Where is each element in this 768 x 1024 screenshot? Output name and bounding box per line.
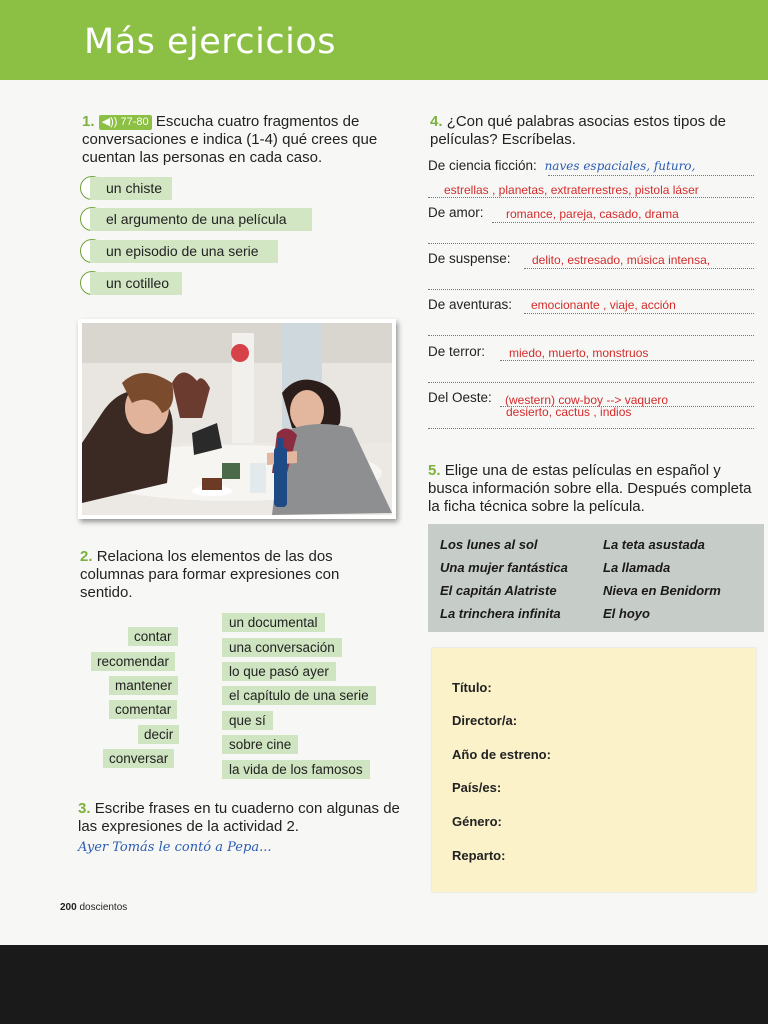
page-footer bbox=[60, 902, 127, 913]
right-column-item[interactable]: que sí bbox=[222, 711, 273, 730]
field-genre[interactable]: Género: bbox=[452, 814, 502, 829]
movie-title: El capitán Alatriste bbox=[440, 583, 557, 598]
answer-line bbox=[524, 313, 754, 314]
field-director[interactable]: Director/a: bbox=[452, 713, 518, 728]
genre-label: De ciencia ficción: bbox=[428, 158, 537, 173]
left-column-item[interactable]: decir bbox=[138, 725, 179, 744]
exercise-4-text: ¿Con qué palabras asocias estos tipos de películas? Escríbelas. bbox=[430, 113, 727, 148]
typed-answer: miedo, muerto, monstruos bbox=[509, 346, 649, 360]
option-item[interactable] bbox=[80, 176, 172, 200]
exercise-2-instructions bbox=[80, 548, 380, 602]
exercise-3-instructions bbox=[78, 800, 413, 836]
field-release-year[interactable]: Año de estreno: bbox=[452, 747, 551, 762]
genre-label: Del Oeste: bbox=[428, 390, 492, 405]
audio-track-badge[interactable] bbox=[99, 115, 152, 130]
field-country[interactable]: País/es: bbox=[452, 780, 502, 795]
answer-line bbox=[428, 197, 754, 198]
typed-answer-line-2: desierto, cactus , indios bbox=[506, 405, 632, 419]
answer-line bbox=[524, 268, 754, 269]
left-column-item[interactable]: contar bbox=[128, 627, 178, 646]
right-column-item[interactable]: sobre cine bbox=[222, 735, 298, 754]
option-item[interactable] bbox=[80, 207, 312, 231]
right-column-item[interactable]: la vida de los famosos bbox=[222, 760, 370, 779]
option-label: el argumento de una película bbox=[90, 208, 312, 231]
typed-answer: delito, estresado, música intensa, bbox=[532, 253, 711, 267]
answer-line bbox=[500, 360, 754, 361]
answer-line bbox=[428, 382, 754, 383]
movie-title: Los lunes al sol bbox=[440, 537, 538, 552]
answer-row-western[interactable] bbox=[428, 390, 754, 432]
genre-label: De terror: bbox=[428, 344, 486, 359]
right-column-item[interactable]: lo que pasó ayer bbox=[222, 662, 336, 681]
answer-row-science-fiction[interactable] bbox=[428, 158, 754, 204]
movie-list-box bbox=[428, 524, 764, 632]
field-cast[interactable]: Reparto: bbox=[452, 848, 506, 863]
exercise-5-text: Elige una de estas películas en español y busca información sobre ella. Después completa la ficha técnica sobre la película. bbox=[428, 462, 752, 515]
field-title[interactable]: Título: bbox=[452, 680, 492, 695]
exercise-4-instructions bbox=[430, 113, 760, 149]
genre-label: De amor: bbox=[428, 205, 484, 220]
film-fact-sheet bbox=[432, 648, 756, 892]
exercise-5-instructions bbox=[428, 462, 758, 516]
option-item[interactable] bbox=[80, 239, 278, 263]
movie-title: Una mujer fantástica bbox=[440, 560, 568, 575]
speaker-icon: ◀)) bbox=[101, 116, 121, 128]
answer-row-suspense[interactable] bbox=[428, 251, 754, 293]
answer-line bbox=[428, 289, 754, 290]
genre-label: De suspense: bbox=[428, 251, 511, 266]
exercise-1-number: 1. bbox=[82, 113, 95, 130]
page-number: 200 bbox=[60, 902, 77, 913]
right-column-item[interactable]: un documental bbox=[222, 613, 325, 632]
exercise-2-text: Relaciona los elementos de las dos columnas para formar expresiones con sentido. bbox=[80, 548, 340, 601]
right-column-item[interactable]: el capítulo de una serie bbox=[222, 686, 376, 705]
movie-title: La llamada bbox=[603, 560, 671, 575]
genre-label: De aventuras: bbox=[428, 297, 513, 312]
exercise-4-number: 4. bbox=[430, 113, 443, 130]
option-label: un episodio de una serie bbox=[90, 240, 278, 263]
movie-title: Nieva en Benidorm bbox=[603, 583, 721, 598]
answer-line bbox=[428, 335, 754, 336]
left-column-item[interactable]: mantener bbox=[109, 676, 178, 695]
exercise-1-text: Escucha cuatro fragmentos de conversaciones e indica (1-4) qué crees que cuentan las personas en cada caso. bbox=[82, 113, 378, 166]
handwritten-answer: Ayer Tomás le contó a Pepa... bbox=[78, 840, 272, 855]
exercise-3-number: 3. bbox=[78, 800, 91, 817]
page-header bbox=[0, 0, 768, 80]
page-title: Más ejercicios bbox=[84, 22, 336, 62]
left-column-item[interactable]: recomendar bbox=[91, 652, 175, 671]
answer-row-horror[interactable] bbox=[428, 344, 754, 386]
typed-answer: estrellas , planetas, extraterrestres, pistola láser bbox=[444, 183, 699, 197]
page-number-word: doscientos bbox=[79, 902, 128, 913]
right-column-item[interactable]: una conversación bbox=[222, 638, 342, 657]
movie-title: El hoyo bbox=[603, 606, 650, 621]
exercise-5-number: 5. bbox=[428, 462, 441, 479]
exercise-2-number: 2. bbox=[80, 548, 93, 565]
answer-row-romance[interactable] bbox=[428, 205, 754, 247]
answer-row-adventure[interactable] bbox=[428, 297, 754, 339]
typed-answer: romance, pareja, casado, drama bbox=[506, 207, 679, 221]
exercise-3-text: Escribe frases en tu cuaderno con algunas de las expresiones de la actividad 2. bbox=[78, 800, 400, 835]
answer-line bbox=[428, 243, 754, 244]
exercise-1-instructions bbox=[82, 113, 402, 167]
option-label: un chiste bbox=[90, 177, 172, 200]
typed-answer: (western) cow-boy --> vaquero bbox=[505, 393, 669, 407]
typed-answer: emocionante , viaje, acción bbox=[531, 298, 676, 312]
option-item[interactable] bbox=[80, 271, 182, 295]
option-label: un cotilleo bbox=[90, 272, 182, 295]
answer-line bbox=[492, 222, 754, 223]
photo-friends-talking bbox=[78, 319, 396, 519]
handwritten-answer: naves espaciales, futuro, bbox=[544, 159, 696, 173]
left-column-item[interactable]: comentar bbox=[109, 700, 177, 719]
photo-illustration bbox=[82, 323, 392, 515]
left-column-item[interactable]: conversar bbox=[103, 749, 174, 768]
answer-line bbox=[548, 175, 754, 176]
audio-track-label: 77-80 bbox=[120, 116, 149, 128]
movie-title: La teta asustada bbox=[603, 537, 705, 552]
movie-title: La trinchera infinita bbox=[440, 606, 561, 621]
answer-line bbox=[428, 428, 754, 429]
